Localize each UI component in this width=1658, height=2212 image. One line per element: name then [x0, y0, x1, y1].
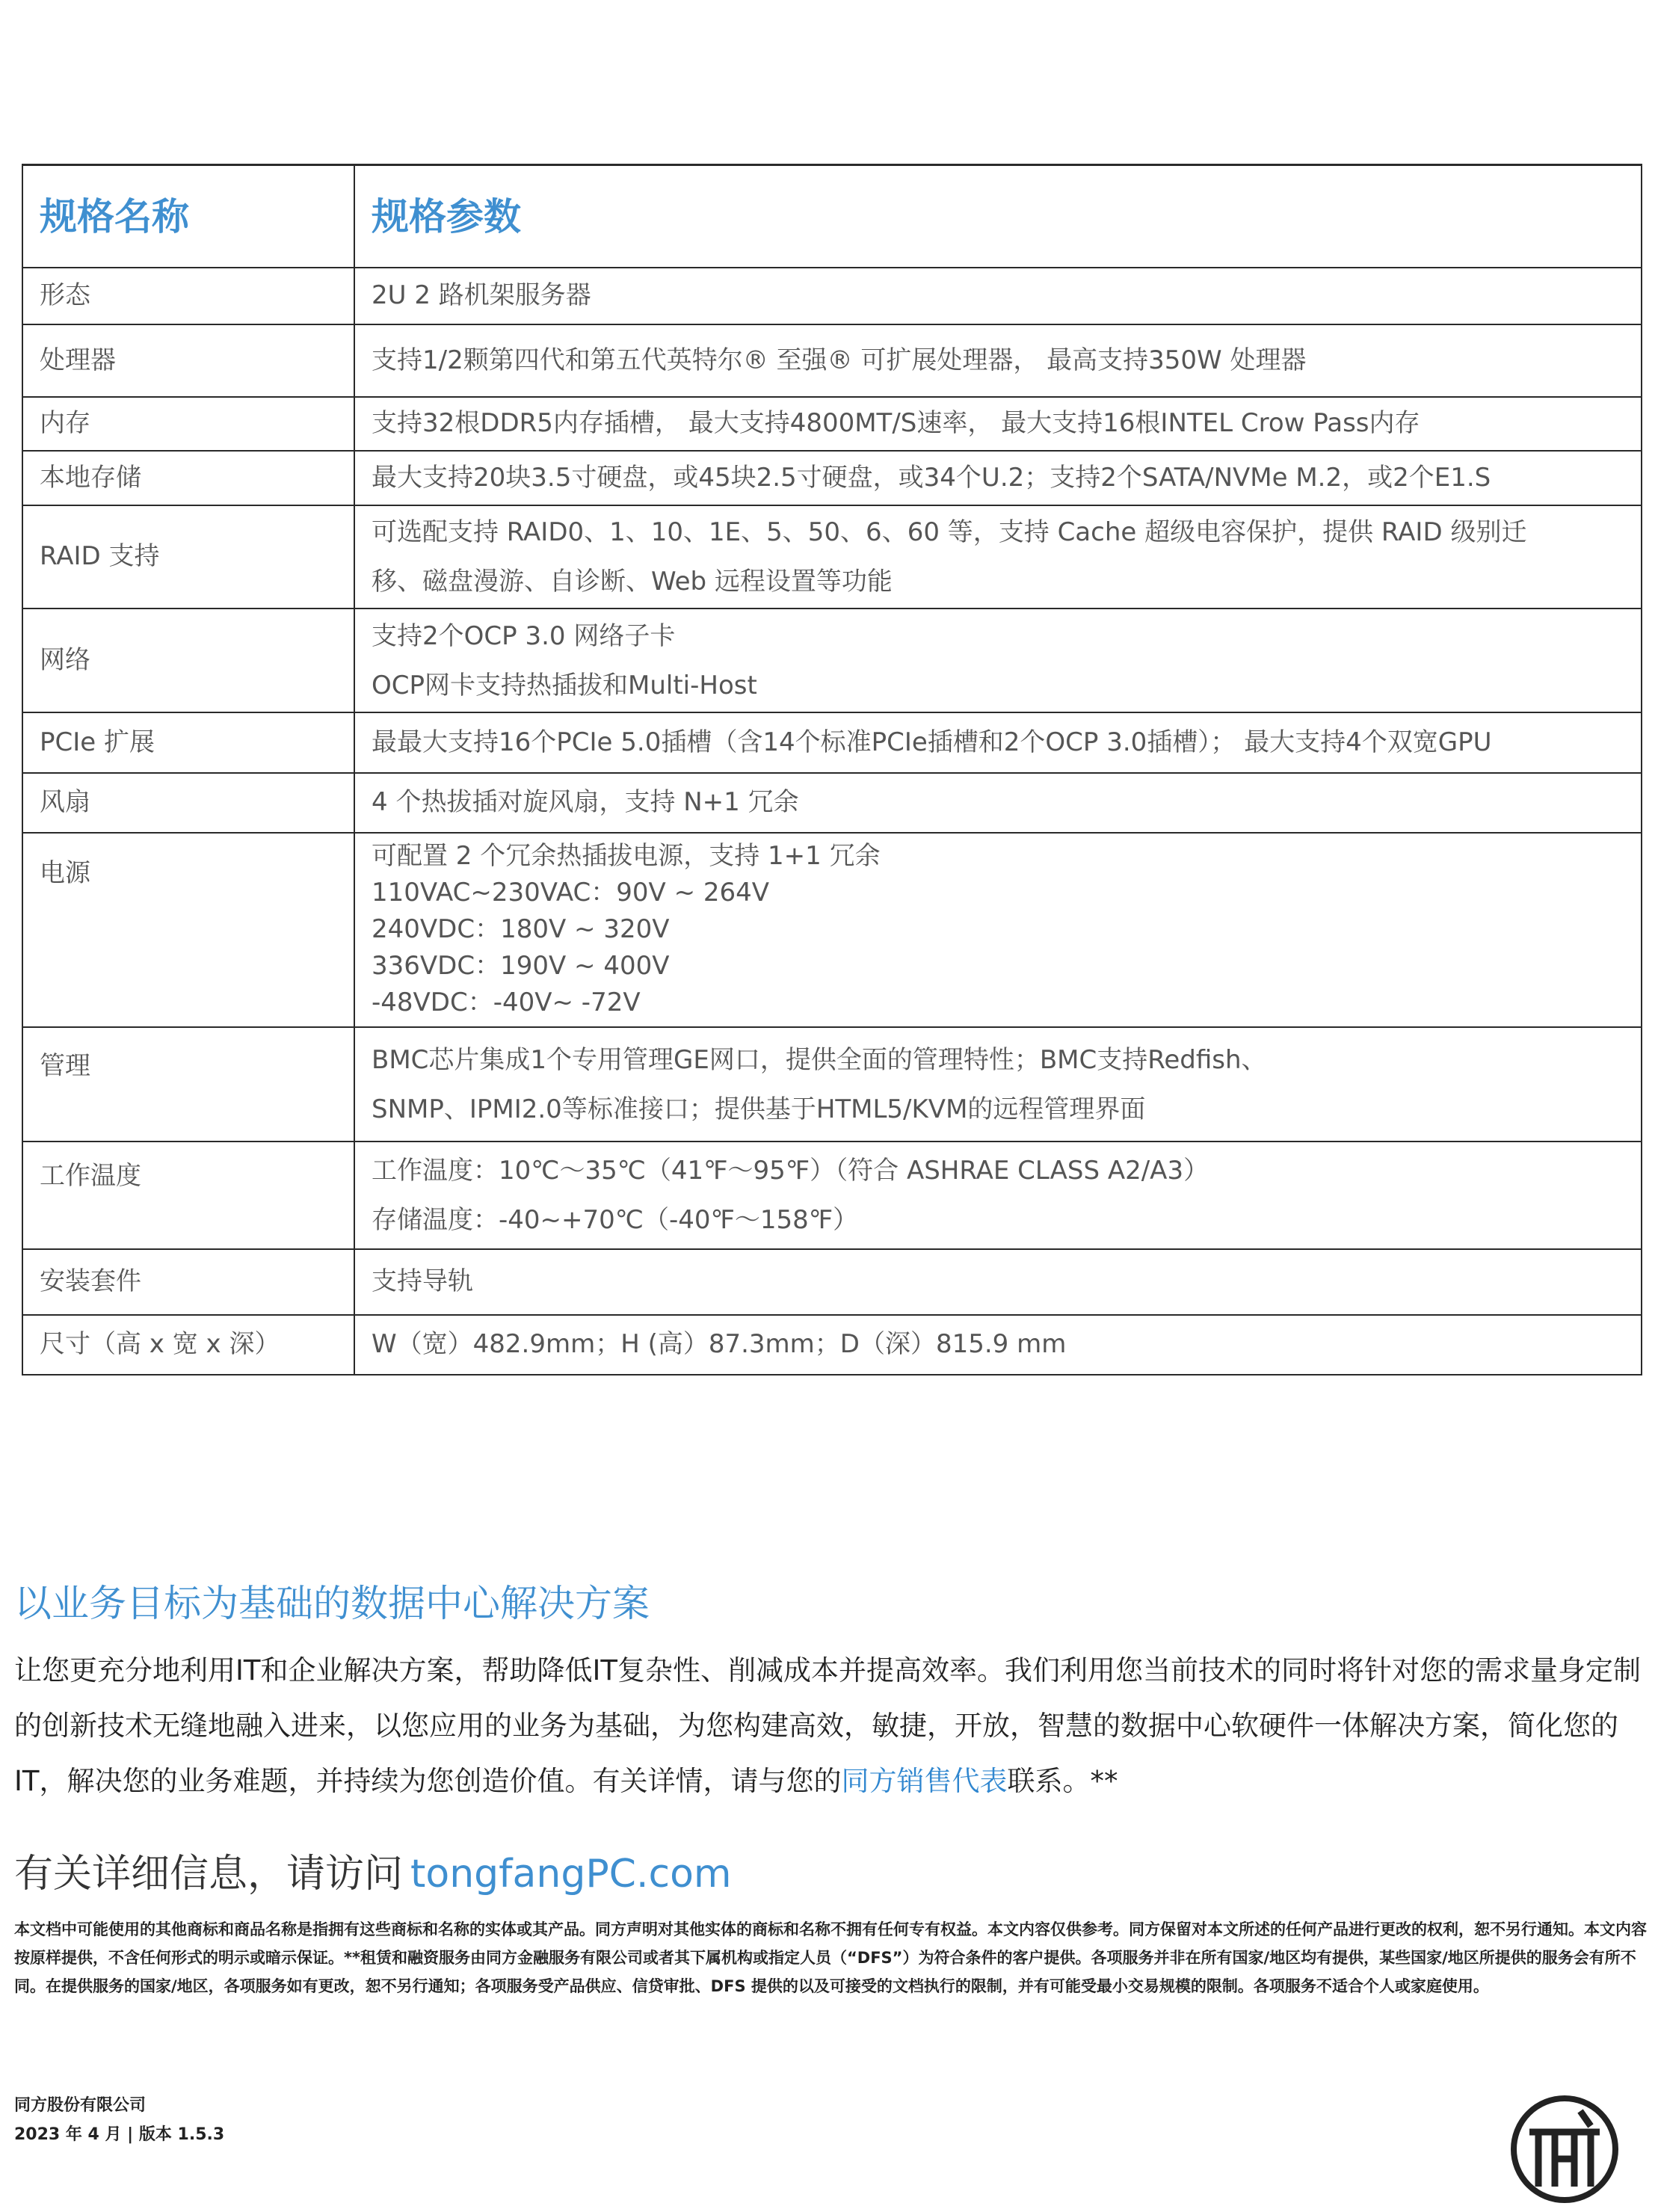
table-row	[22, 1249, 1642, 1315]
row-name: 电源	[22, 833, 354, 1027]
value-line: -48VDC：-40V~ -72V	[372, 988, 641, 1017]
table-row	[22, 1315, 1642, 1375]
disclaimer: 本文档中可能使用的其他商标和商品名称是指拥有这些商标和名称的实体或其产品。同方声明对其他实体的商标和名称不拥有任何专有权益。本文内容仅供参考。同方保留对本文所述的任何产品进行更改的权利，恕不另行通知。本文内容按原样提供，不含任何形式的明示或暗示保证。**租赁和融资服务由同方金融服务有限公司或者其下属机构或指定人员（“DFS”）为符合条件的客户提供。各项服务并非在所有国家/地区均有提供，某些国家/地区所提供的服务会有所不同。在提供服务的国家/地区，各项服务如有更改，恕不另行通知；各项服务受产品供应、信贷审批、DFS 提供的以及可接受的文档执行的限制，并有可能受最小交易规模的限制。各项服务不适合个人或家庭使用。	[14, 1920, 1647, 1995]
value-line: 工作温度：10℃～35℃（41℉～95℉）（符合 ASHRAE CLASS A2/A3）	[372, 1156, 1209, 1186]
value-line: 2U 2 路机架服务器	[372, 280, 591, 311]
row-name: 工作温度	[22, 1142, 354, 1249]
value-line: 移、磁盘漫游、自诊断、Web 远程设置等功能	[372, 567, 893, 597]
table-row	[22, 1142, 1642, 1249]
table-row	[22, 505, 1642, 609]
row-name: 处理器	[22, 324, 354, 397]
row-name: PCIe 扩展	[22, 712, 354, 773]
sales-rep-link[interactable]: 同方销售代表	[841, 1765, 1008, 1797]
row-value	[354, 324, 1642, 397]
table-row	[22, 833, 1642, 1027]
row-name: 本地存储	[22, 451, 354, 505]
value-line: 支持2个OCP 3.0 网络子卡	[372, 620, 676, 651]
value-line: BMC芯片集成1个专用管理GE网口，提供全面的管理特性；BMC支持Redfish、	[372, 1044, 1267, 1075]
row-name: 管理	[22, 1027, 354, 1142]
website-link[interactable]: tongfangPC.com	[410, 1852, 732, 1897]
value-line: 最最大支持16个PCIe 5.0插槽（含14个标准PCIe插槽和2个OCP 3.0插槽）； 最大支持4个双宽GPU	[372, 727, 1492, 757]
value-line: OCP网卡支持热插拔和Multi-Host	[372, 670, 757, 700]
value-line: 110VAC~230VAC：90V ~ 264V	[372, 878, 770, 908]
row-value	[354, 773, 1642, 833]
row-name: RAID 支持	[22, 505, 354, 609]
table-row	[22, 324, 1642, 397]
row-value	[354, 505, 1642, 609]
row-value	[354, 1142, 1642, 1249]
value-line: 最大支持20块3.5寸硬盘，或45块2.5寸硬盘，或34个U.2；支持2个SATA/NVMe M.2，或2个E1.S	[372, 462, 1491, 493]
table-row	[22, 397, 1642, 451]
table-row	[22, 773, 1642, 833]
table-header-row	[22, 165, 1642, 268]
value-line: 336VDC：190V ~ 400V	[372, 951, 670, 981]
row-name: 安装套件	[22, 1249, 354, 1315]
value-line: W（宽）482.9mm；H (高）87.3mm；D（深）815.9 mm	[372, 1329, 1067, 1360]
row-name: 尺寸（高 x 宽 x 深）	[22, 1315, 354, 1375]
row-name: 风扇	[22, 773, 354, 833]
row-name: 形态	[22, 268, 354, 324]
more-info	[14, 1842, 732, 1898]
table-row	[22, 609, 1642, 712]
table-row	[22, 268, 1642, 324]
row-value	[354, 1315, 1642, 1375]
table-row	[22, 451, 1642, 505]
footer-company: 同方股份有限公司	[14, 2096, 147, 2115]
solution-body	[14, 1643, 1648, 1809]
table-row	[22, 1027, 1642, 1142]
header-spec-name: 规格名称	[22, 165, 354, 268]
spec-table	[22, 164, 1642, 1375]
row-value	[354, 1027, 1642, 1142]
value-line: 支持导轨	[372, 1266, 473, 1297]
value-line: 240VDC：180V ~ 320V	[372, 914, 670, 944]
value-line: 存储温度：-40~+70℃（-40℉～158℉）	[372, 1205, 859, 1235]
value-line: 可配置 2 个冗余热插拔电源，支持 1+1 冗余	[372, 841, 881, 871]
row-value	[354, 712, 1642, 773]
tongfang-logo-icon	[1508, 2093, 1621, 2205]
footer-date: 2023 年 4 月 | 版本 1.5.3	[14, 2125, 225, 2144]
row-value	[354, 1249, 1642, 1315]
row-value	[354, 268, 1642, 324]
row-value	[354, 451, 1642, 505]
table-row	[22, 712, 1642, 773]
value-line: 支持32根DDR5内存插槽， 最大支持4800MT/S速率， 最大支持16根INTEL Crow Pass内存	[372, 408, 1420, 439]
solution-body-text: 让您更充分地利用IT和企业解决方案，帮助降低IT复杂性、削减成本并提高效率。我们利用您当前技术的同时将针对您的需求量身定制的创新技术无缝地融入进来，以您应用的业务为基础，为您构建高效，敏捷，开放，智慧的数据中心软硬件一体解决方案，简化您的IT，解决您的业务难题，并持续为您创造价值。有关详情，请与您的	[14, 1654, 1642, 1797]
value-line: 支持1/2颗第四代和第五代英特尔® 至强® 可扩展处理器， 最高支持350W 处理器	[372, 345, 1307, 375]
row-value	[354, 833, 1642, 1027]
row-name: 网络	[22, 609, 354, 712]
value-line: SNMP、IPMI2.0等标准接口；提供基于HTML5/KVM的远程管理界面	[372, 1094, 1146, 1124]
row-name: 内存	[22, 397, 354, 451]
row-value	[354, 397, 1642, 451]
row-value	[354, 609, 1642, 712]
value-line: 4 个热拔插对旋风扇，支持 N+1 冗余	[372, 787, 799, 818]
more-info-label: 有关详细信息，请访问	[14, 1852, 404, 1897]
header-spec-value: 规格参数	[354, 165, 1642, 268]
value-line: 可选配支持 RAID0、1、10、1E、5、50、6、60 等，支持 Cache 超级电容保护，提供 RAID 级别迁	[372, 517, 1527, 547]
solution-body-tail: 联系。**	[1007, 1765, 1118, 1797]
solution-title: 以业务目标为基础的数据中心解决方案	[14, 1582, 650, 1625]
